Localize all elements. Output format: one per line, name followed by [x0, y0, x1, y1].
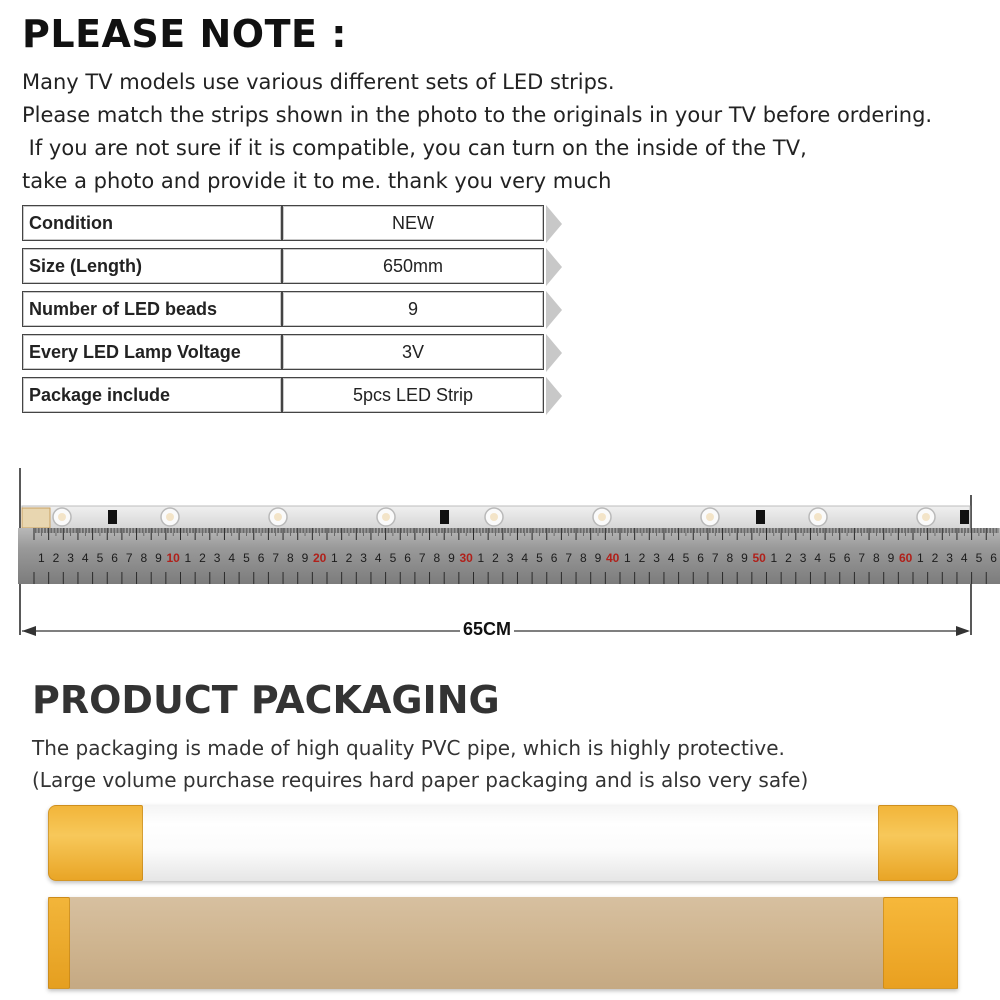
ruler-digit: 9 [594, 551, 602, 565]
ruler-digit: 5 [96, 551, 104, 565]
ruler-digit: 8 [433, 551, 441, 565]
spec-row-voltage [22, 334, 544, 372]
row-arrow-icon [546, 205, 562, 243]
spec-label: Size (Length) [22, 248, 282, 284]
spec-value: NEW [282, 205, 544, 241]
led-bead-core [598, 513, 606, 521]
spec-value: 5pcs LED Strip [282, 377, 544, 413]
packaging-title: PRODUCT PACKAGING [32, 678, 500, 722]
ruler-digit: 1 [37, 551, 45, 565]
ruler-digit: 2 [785, 551, 792, 565]
note-line-1: Many TV models use various different sets of LED strips. [22, 70, 615, 94]
ruler-digit: 1 [477, 551, 485, 565]
ruler-digit: 3 [506, 551, 514, 565]
ruler-digit: 3 [653, 551, 660, 565]
spec-row-led-beads [22, 291, 544, 329]
ruler-digit: 40 [605, 551, 620, 565]
ruler-digit: 3 [67, 551, 74, 565]
led-bead-core [274, 513, 282, 521]
ruler-digit: 4 [667, 551, 675, 565]
led-bead-core [166, 513, 174, 521]
ruler-digit: 6 [697, 551, 704, 565]
ruler-digit: 1 [916, 551, 924, 565]
packaging-line-1: The packaging is made of high quality PVC pipe, which is highly protective. [32, 736, 785, 760]
note-line-3: If you are not sure if it is compatible, you can turn on the inside of the TV, [22, 136, 807, 160]
ruler-digit: 5 [975, 551, 983, 565]
ruler-digit: 8 [580, 551, 587, 565]
ruler-digit: 6 [990, 551, 997, 565]
ruler-digit: 1 [623, 551, 631, 565]
ruler-digit: 6 [257, 551, 265, 565]
arrow-left-icon [22, 626, 36, 636]
spec-row-condition [22, 205, 544, 243]
ruler-digit: 8 [873, 551, 880, 565]
ruler-digit: 7 [418, 551, 426, 565]
spec-label: Condition [22, 205, 282, 241]
row-arrow-icon [546, 291, 562, 329]
ruler-digit: 3 [946, 551, 953, 565]
ruler-digit: 6 [111, 551, 118, 565]
led-strip-ruler-photo [0, 460, 1000, 640]
strip-component [756, 510, 765, 524]
spec-label: Package include [22, 377, 282, 413]
row-arrow-icon [546, 248, 562, 286]
ruler-digit: 5 [536, 551, 543, 565]
ruler-digit: 4 [228, 551, 236, 565]
note-line-2: Please match the strips shown in the photo to the originals in your TV before ordering. [22, 103, 933, 127]
strip-component [108, 510, 117, 524]
ruler-digit: 9 [741, 551, 748, 565]
ruler-digit: 9 [887, 551, 895, 565]
ruler-digit: 3 [799, 551, 807, 565]
paper-tube-photo [48, 897, 958, 989]
ruler-digit: 8 [140, 551, 148, 565]
row-arrow-icon [546, 334, 562, 372]
strip-component [960, 510, 969, 524]
ruler-digit: 2 [638, 551, 646, 565]
ruler-digit: 2 [345, 551, 353, 565]
ruler-digit: 6 [843, 551, 851, 565]
spec-label: Number of LED beads [22, 291, 282, 327]
spec-row-package [22, 377, 544, 415]
pvc-pipe-photo [48, 805, 958, 881]
ruler-digit: 4 [374, 551, 382, 565]
ruler-digit: 1 [330, 551, 338, 565]
tape-end-right [878, 805, 958, 881]
ruler-digit: 3 [360, 551, 367, 565]
ruler-digit: 4 [521, 551, 529, 565]
ruler-digit: 9 [448, 551, 455, 565]
arrow-right-icon [956, 626, 970, 636]
ruler-digit: 50 [752, 551, 766, 565]
ruler-digit: 5 [243, 551, 250, 565]
ruler-digit: 5 [682, 551, 690, 565]
row-arrow-icon [546, 377, 562, 415]
ruler-digit: 2 [931, 551, 939, 565]
spec-value: 650mm [282, 248, 544, 284]
ruler-digit: 60 [898, 551, 913, 565]
tape-end-left [48, 805, 143, 881]
led-bead-core [490, 513, 498, 521]
ruler-digit: 5 [829, 551, 836, 565]
ruler-digit: 7 [711, 551, 719, 565]
ruler-digit: 7 [858, 551, 866, 565]
ruler-digit: 30 [459, 551, 473, 565]
ruler-digit: 20 [312, 551, 327, 565]
ruler-digit: 1 [770, 551, 778, 565]
length-label: 65CM [460, 619, 514, 640]
led-bead-core [814, 513, 822, 521]
ruler-digit: 2 [199, 551, 206, 565]
led-bead-core [706, 513, 714, 521]
strip-connector [22, 508, 50, 528]
led-bead-core [58, 513, 66, 521]
paper-tape-end-left [48, 897, 70, 989]
ruler-digit: 7 [272, 551, 280, 565]
ruler-digit: 7 [125, 551, 133, 565]
ruler-digit: 4 [960, 551, 968, 565]
ruler-digit: 1 [184, 551, 192, 565]
ruler-digit: 8 [287, 551, 294, 565]
ruler-digit: 6 [404, 551, 411, 565]
strip-component [440, 510, 449, 524]
ruler-digit: 5 [389, 551, 397, 565]
ruler-digit: 4 [814, 551, 822, 565]
ruler-digit: 8 [726, 551, 734, 565]
ruler-digit: 2 [492, 551, 499, 565]
led-bead-core [382, 513, 390, 521]
led-bead-core [922, 513, 930, 521]
ruler-digit: 10 [166, 551, 180, 565]
ruler-digit: 7 [565, 551, 573, 565]
ruler-digit: 6 [550, 551, 558, 565]
packaging-line-2: (Large volume purchase requires hard paper packaging and is also very safe) [32, 768, 809, 792]
spec-row-size [22, 248, 544, 286]
note-title: PLEASE NOTE : [22, 12, 347, 56]
ruler-digit: 2 [52, 551, 60, 565]
spec-value: 9 [282, 291, 544, 327]
ruler-digit: 9 [155, 551, 162, 565]
ruler-digit: 3 [213, 551, 221, 565]
paper-tape-end-right [883, 897, 958, 989]
spec-value: 3V [282, 334, 544, 370]
ruler-digit: 4 [81, 551, 89, 565]
ruler-digit: 9 [301, 551, 309, 565]
spec-label: Every LED Lamp Voltage [22, 334, 282, 370]
note-line-4: take a photo and provide it to me. thank you very much [22, 169, 612, 193]
